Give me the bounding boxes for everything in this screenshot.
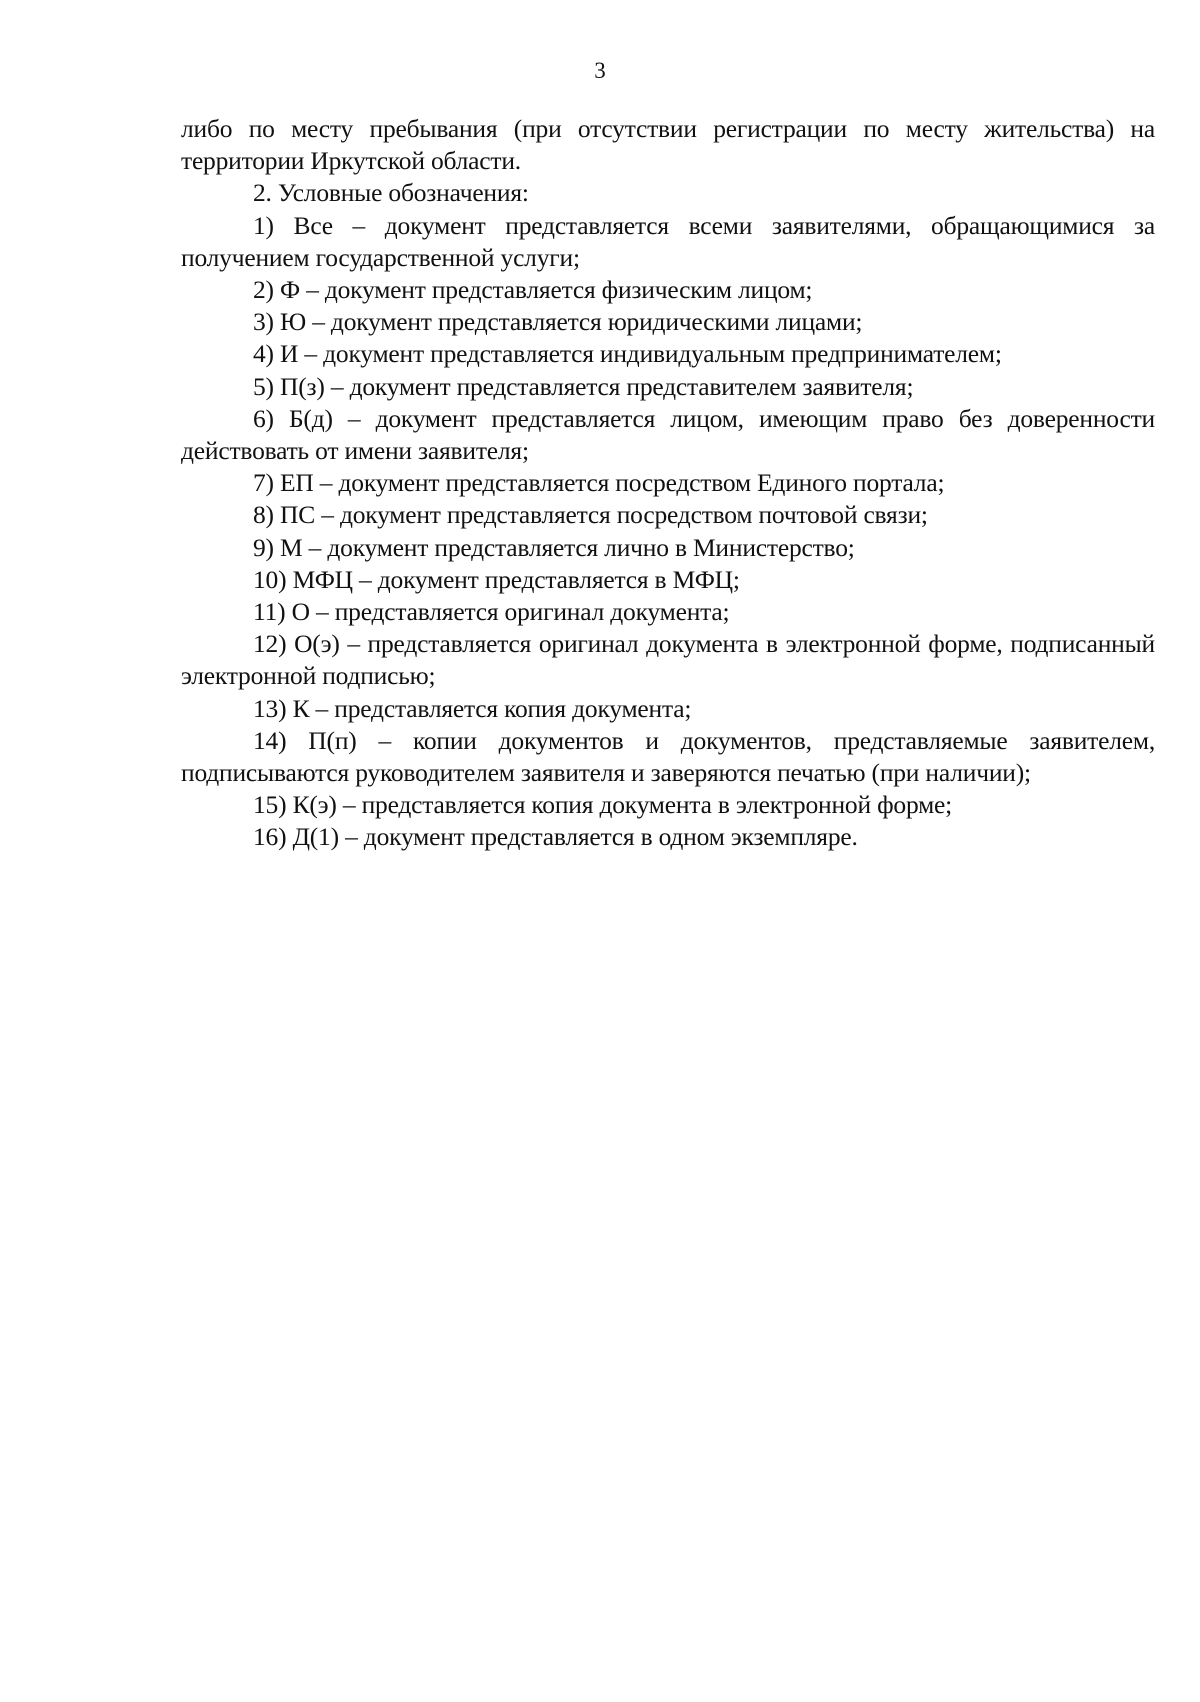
legend-item-5: 5) П(з) – документ представляется представителем заявителя; [253, 371, 914, 401]
legend-item-2: 2) Ф – документ представляется физическим лицом; [253, 275, 813, 305]
legend-item-7: 7) ЕП – документ представляется посредством Единого портала; [253, 468, 945, 498]
legend-item-11: 11) О – представляется оригинал документа; [253, 597, 730, 627]
legend-item-1: 1) Все – документ представляется всеми заявителями, обращающимися за получением государственной услуги; [181, 210, 1155, 272]
legend-item-16: 16) Д(1) – документ представляется в одном экземпляре. [253, 822, 858, 852]
section-heading-legend: 2. Условные обозначения: [253, 178, 529, 208]
legend-item-14: 14) П(п) – копии документов и документов, представляемые заявителем, подписываются руководителем заявителя и заверяются печатью (при наличии); [181, 725, 1155, 788]
page-number: 3 [594, 58, 606, 83]
document-body [181, 113, 1155, 854]
legend-item-8: 8) ПС – документ представляется посредством почтовой связи; [253, 500, 928, 530]
legend-item-4: 4) И – документ представляется индивидуальным предпринимателем; [253, 339, 1002, 369]
legend-item-9: 9) М – документ представляется лично в Министерство; [253, 532, 855, 562]
legend-item-6: 6) Б(д) – документ представляется лицом, имеющим право без доверенности действовать от имени заявителя; [181, 403, 1155, 466]
legend-item-10: 10) МФЦ – документ представляется в МФЦ; [253, 564, 740, 594]
legend-item-3: 3) Ю – документ представляется юридическими лицами; [253, 307, 863, 337]
legend-item-12: 12) О(э) – представляется оригинал документа в электронной форме, подписанный электронной подписью; [181, 629, 1155, 691]
legend-item-13: 13) К – представляется копия документа; [253, 693, 692, 723]
legend-item-15: 15) К(э) – представляется копия документа в электронной форме; [253, 790, 953, 820]
paragraph-residence: либо по месту пребывания (при отсутствии регистрации по месту жительства) на территории Иркутской области. [181, 114, 1155, 176]
